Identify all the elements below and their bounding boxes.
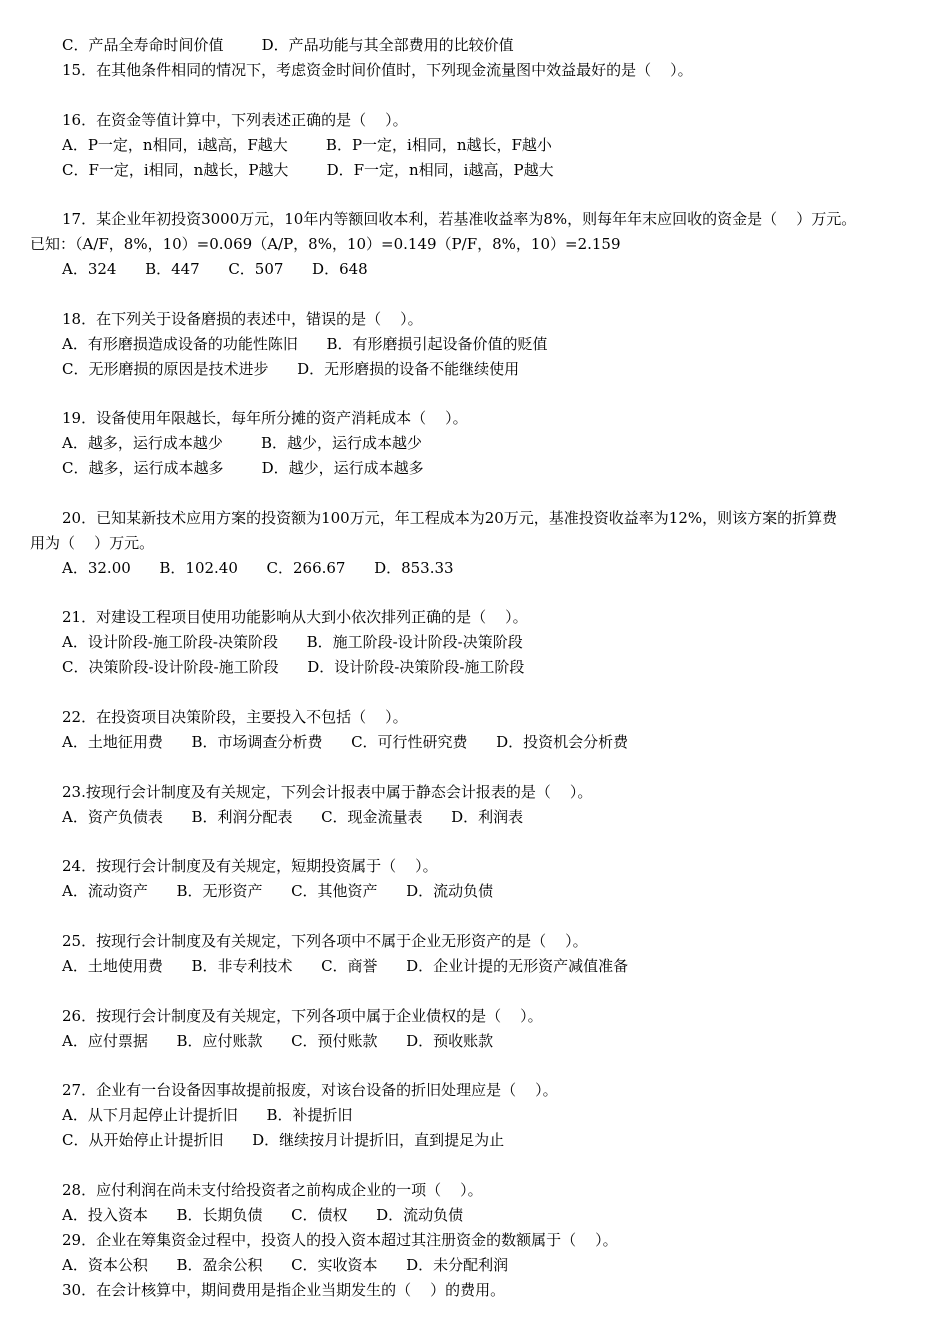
q27-options-cd: C．从开始停止计提折旧 D．继续按月计提折旧，直到提足为止 [62,1131,505,1149]
q22-options: A．土地征用费 B．市场调查分析费 C．可行性研究费 D．投资机会分析费 [62,733,629,751]
q23-options: A．资产负债表 B．利润分配表 C．现金流量表 D．利润表 [62,808,524,826]
q17-options: A．324 B．447 C．507 D．648 [62,260,368,278]
q25-stem: 25．按现行会计制度及有关规定，下列各项中不属于企业无形资产的是（ ）。 [62,932,588,950]
q16-options-cd: C．F一定，i相同，n越长，P越大 D．F一定，n相同，i越高，P越大 [62,161,554,179]
q20-stem: 20．已知某新技术应用方案的投资额为100万元，年工程成本为20万元，基准投资收益率为12%，则该方案的折算费 [62,509,838,527]
q17-given: 已知：（A/F，8%，10）=0.069（A/P，8%，10）=0.149（P/F，8%，10）=2.159 [30,235,621,253]
q24-options: A．流动资产 B．无形资产 C．其他资产 D．流动负债 [62,882,494,900]
q19-stem: 19．设备使用年限越长，每年所分摊的资产消耗成本（ ）。 [62,409,468,427]
q15-stem: 15．在其他条件相同的情况下，考虑资金时间价值时，下列现金流量图中效益最好的是（ ）。 [62,61,693,79]
q29-stem: 29．企业在筹集资金过程中，投资人的投入资本超过其注册资金的数额属于（ ）。 [62,1231,618,1249]
q18-options-cd: C．无形磨损的原因是技术进步 D．无形磨损的设备不能继续使用 [62,360,520,378]
q20-stem-cont: 用为（ ）万元。 [30,534,155,552]
q26-stem: 26．按现行会计制度及有关规定，下列各项中属于企业债权的是（ ）。 [62,1007,543,1025]
q23-stem: 23.按现行会计制度及有关规定，下列会计报表中属于静态会计报表的是（ ）。 [62,783,593,801]
q21-options-ab: A．设计阶段-施工阶段-决策阶段 B．施工阶段-设计阶段-决策阶段 [62,633,523,651]
q24-stem: 24．按现行会计制度及有关规定，短期投资属于（ ）。 [62,857,438,875]
q21-stem: 21．对建设工程项目使用功能影响从大到小依次排列正确的是（ ）。 [62,608,528,626]
q19-options-ab: A．越多，运行成本越少 B．越少，运行成本越少 [62,434,423,452]
q18-options-ab: A．有形磨损造成设备的功能性陈旧 B．有形磨损引起设备价值的贬值 [62,335,548,353]
q19-options-cd: C．越多，运行成本越多 D．越少，运行成本越多 [62,459,424,477]
q27-options-ab: A．从下月起停止计提折旧 B．补提折旧 [62,1106,353,1124]
q30-stem: 30．在会计核算中，期间费用是指企业当期发生的（ ）的费用。 [62,1281,506,1299]
q27-stem: 27．企业有一台设备因事故提前报废，对该台设备的折旧处理应是（ ）。 [62,1081,558,1099]
q22-stem: 22．在投资项目决策阶段，主要投入不包括（ ）。 [62,708,408,726]
q20-options: A．32.00 B．102.40 C．266.67 D．853.33 [62,559,454,577]
q26-options: A．应付票据 B．应付账款 C．预付账款 D．预收账款 [62,1032,494,1050]
q28-stem: 28．应付利润在尚未支付给投资者之前构成企业的一项（ ）。 [62,1181,483,1199]
q16-stem: 16．在资金等值计算中，下列表述正确的是（ ）。 [62,111,408,129]
q25-options: A．土地使用费 B．非专利技术 C．商誉 D．企业计提的无形资产减值准备 [62,957,629,975]
q14-options-cd: C．产品全寿命时间价值 D．产品功能与其全部费用的比较价值 [62,36,514,54]
q28-options: A．投入资本 B．长期负债 C．债权 D．流动负债 [62,1206,464,1224]
q16-options-ab: A．P一定，n相同，i越高，F越大 B．P一定，i相同，n越长，F越小 [62,136,552,154]
q29-options: A．资本公积 B．盈余公积 C．实收资本 D．未分配利润 [62,1256,509,1274]
q21-options-cd: C．决策阶段-设计阶段-施工阶段 D．设计阶段-决策阶段-施工阶段 [62,658,525,676]
q18-stem: 18．在下列关于设备磨损的表述中，错误的是（ ）。 [62,310,423,328]
q17-stem: 17．某企业年初投资3000万元，10年内等额回收本利，若基准收益率为8%，则每年年末应回收的资金是（ ）万元。 [62,210,857,228]
